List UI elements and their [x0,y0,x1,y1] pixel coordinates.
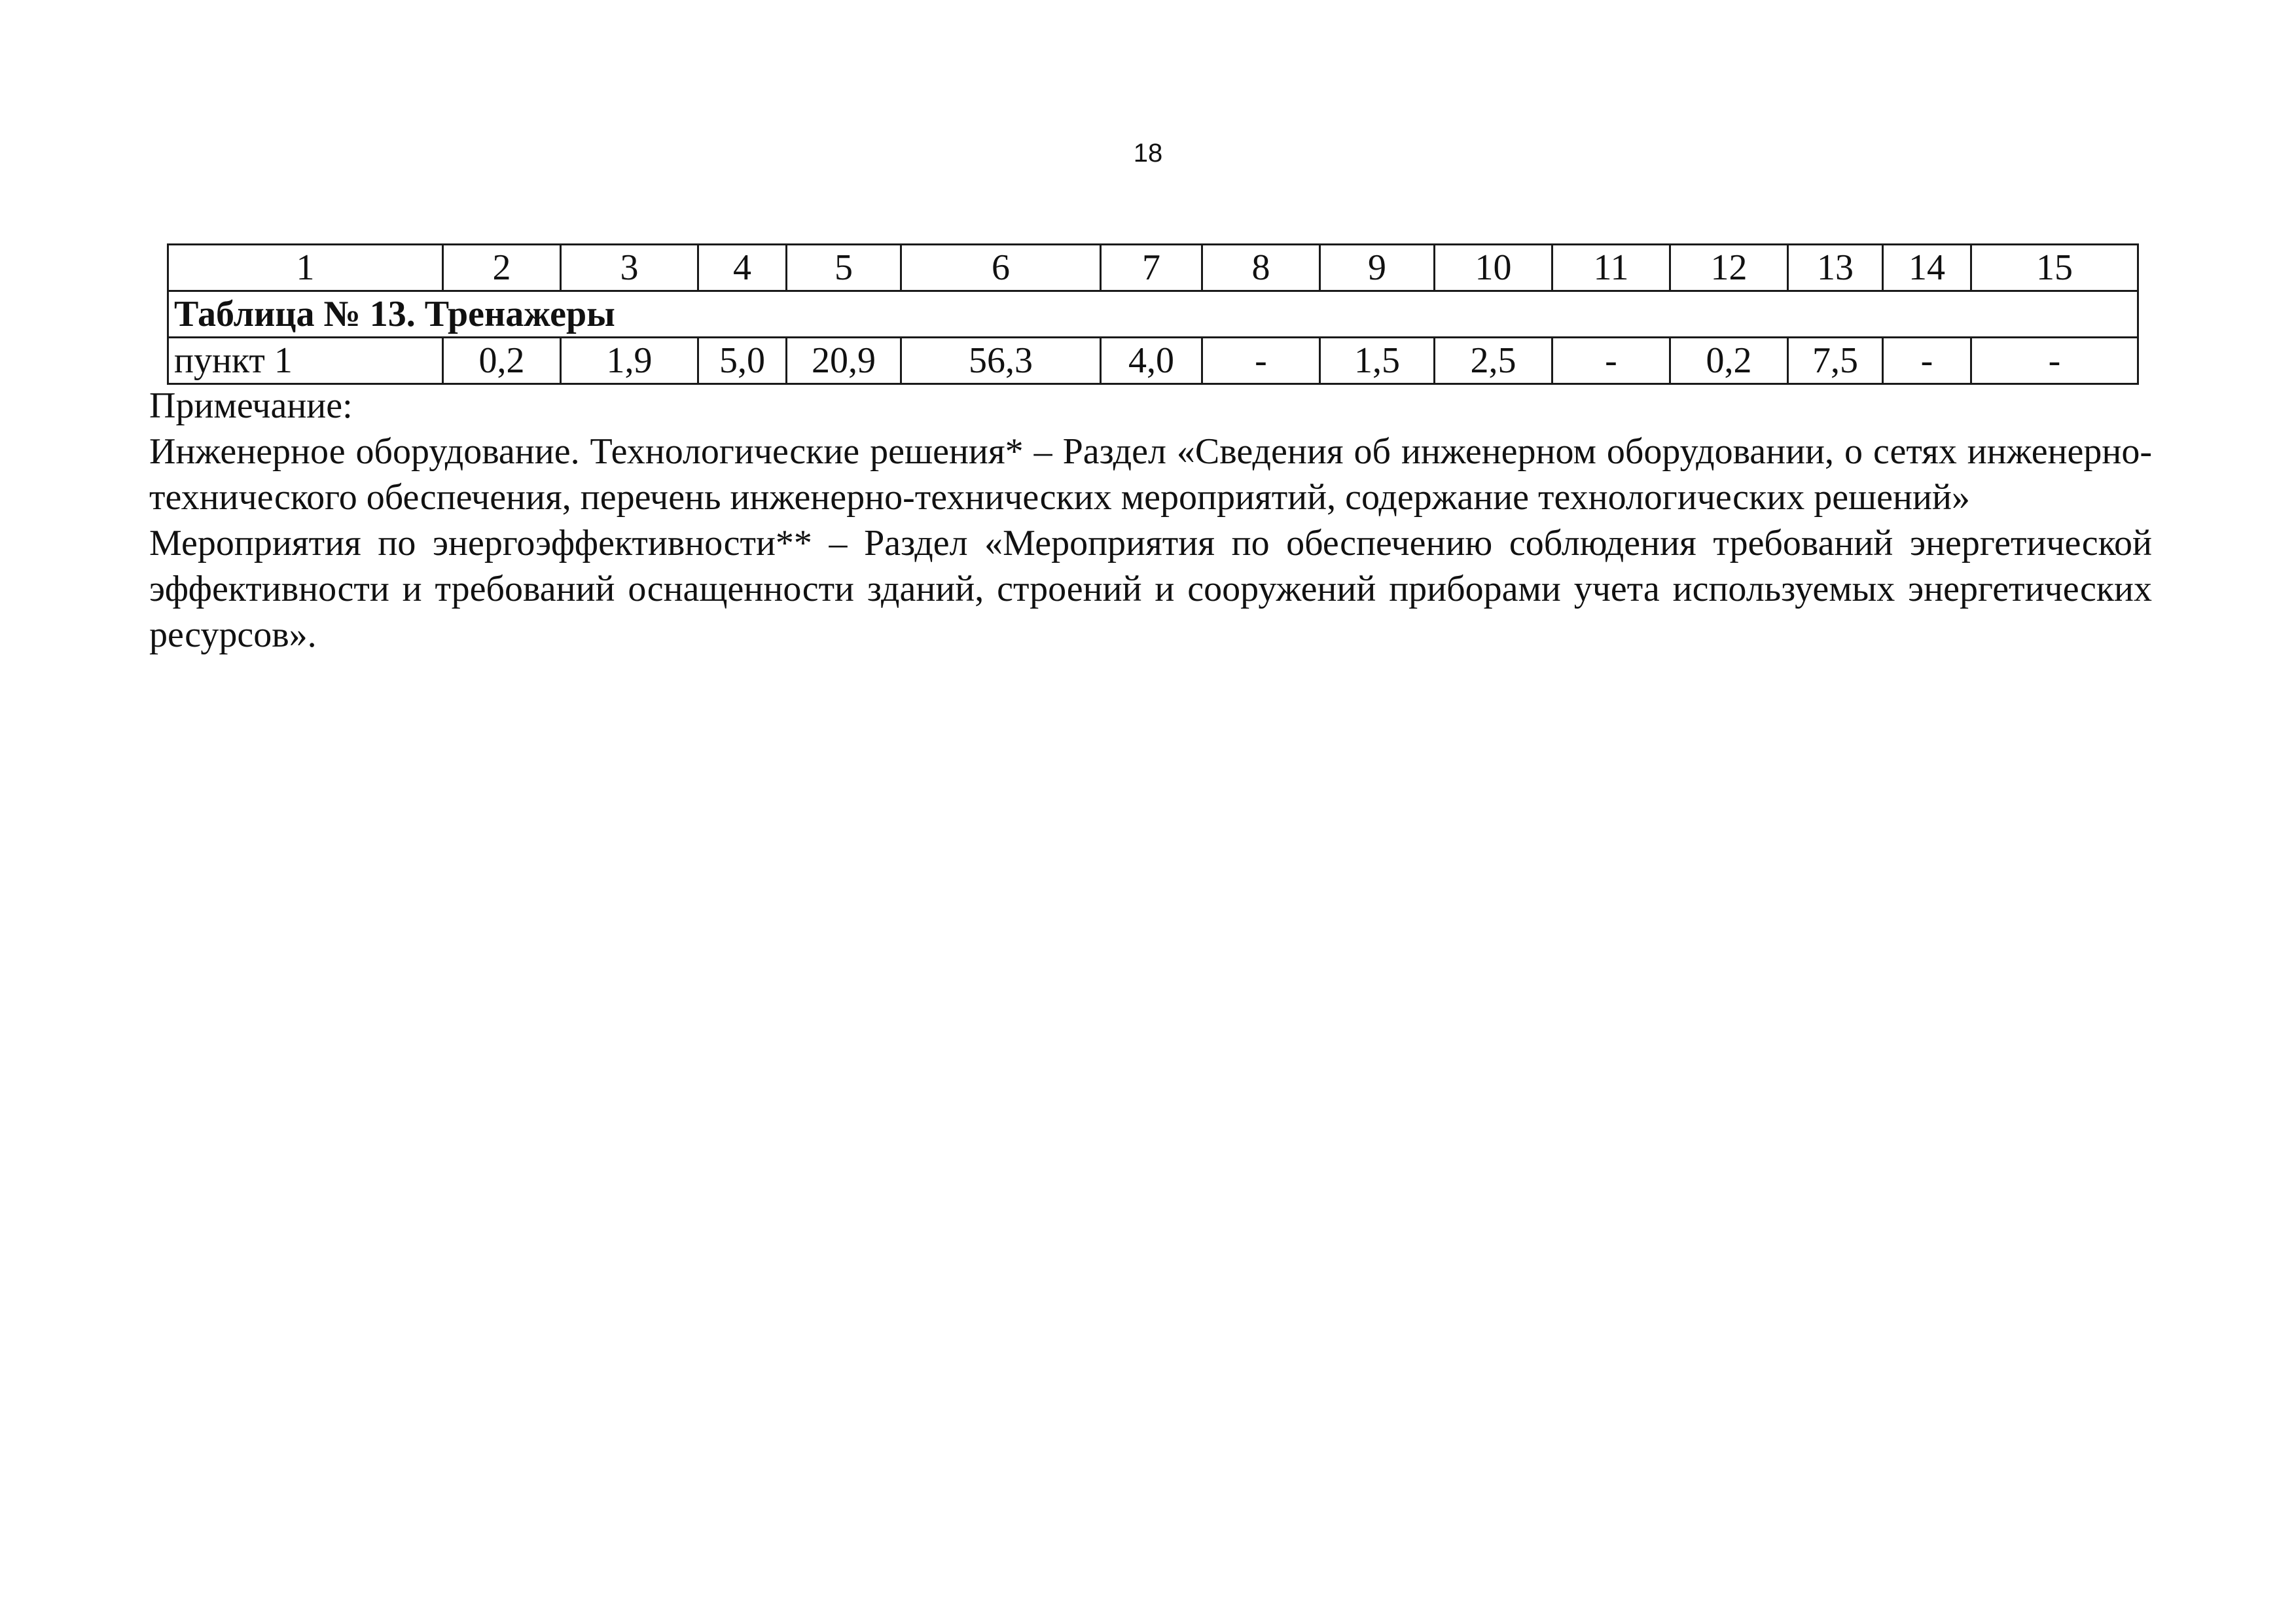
table-cell: - [1883,338,1971,384]
table-row [168,338,2138,384]
table-cell: - [1971,338,2138,384]
page-number: 18 [1133,139,1163,168]
table-cell: 56,3 [901,338,1101,384]
table-cell: 1,9 [561,338,698,384]
row-label: пункт 1 [168,338,443,384]
table-cell: 5,0 [698,338,787,384]
column-header: 10 [1435,245,1552,291]
note-paragraph: Инженерное оборудование. Технологические решения* – Раздел «Сведения об инженерном оборудовании, о сетях инженерно-технического обеспечения, перечень инженерно-технических мероприятий, содержание технологических решений» [149,431,2152,518]
table-cell: - [1552,338,1670,384]
section-row [168,291,2138,338]
table-cell: 0,2 [443,338,561,384]
data-table [167,243,2139,385]
table-cell: - [1202,338,1320,384]
table-cell: 4,0 [1101,338,1202,384]
note-block [149,383,2152,658]
table-cell: 2,5 [1435,338,1552,384]
note-heading: Примечание: [149,385,353,426]
column-header: 4 [698,245,787,291]
column-header: 9 [1320,245,1435,291]
column-header: 15 [1971,245,2138,291]
column-header: 8 [1202,245,1320,291]
column-header: 12 [1670,245,1788,291]
column-header: 2 [443,245,561,291]
table-cell: 20,9 [787,338,901,384]
note-paragraph: Мероприятия по энергоэффективности** – Раздел «Мероприятия по обеспечению соблюдения требований энергетической эффективности и требований оснащенности зданий, строений и сооружений приборами учета используемых энергетических ресурсов». [149,523,2152,655]
column-header: 14 [1883,245,1971,291]
table-section-title: Таблица № 13. Тренажеры [168,291,2138,338]
column-header: 5 [787,245,901,291]
column-header: 13 [1788,245,1883,291]
column-header: 1 [168,245,443,291]
column-header: 3 [561,245,698,291]
column-header: 11 [1552,245,1670,291]
column-header: 6 [901,245,1101,291]
header-row [168,245,2138,291]
table-cell: 1,5 [1320,338,1435,384]
table-cell: 7,5 [1788,338,1883,384]
table-cell: 0,2 [1670,338,1788,384]
column-header: 7 [1101,245,1202,291]
